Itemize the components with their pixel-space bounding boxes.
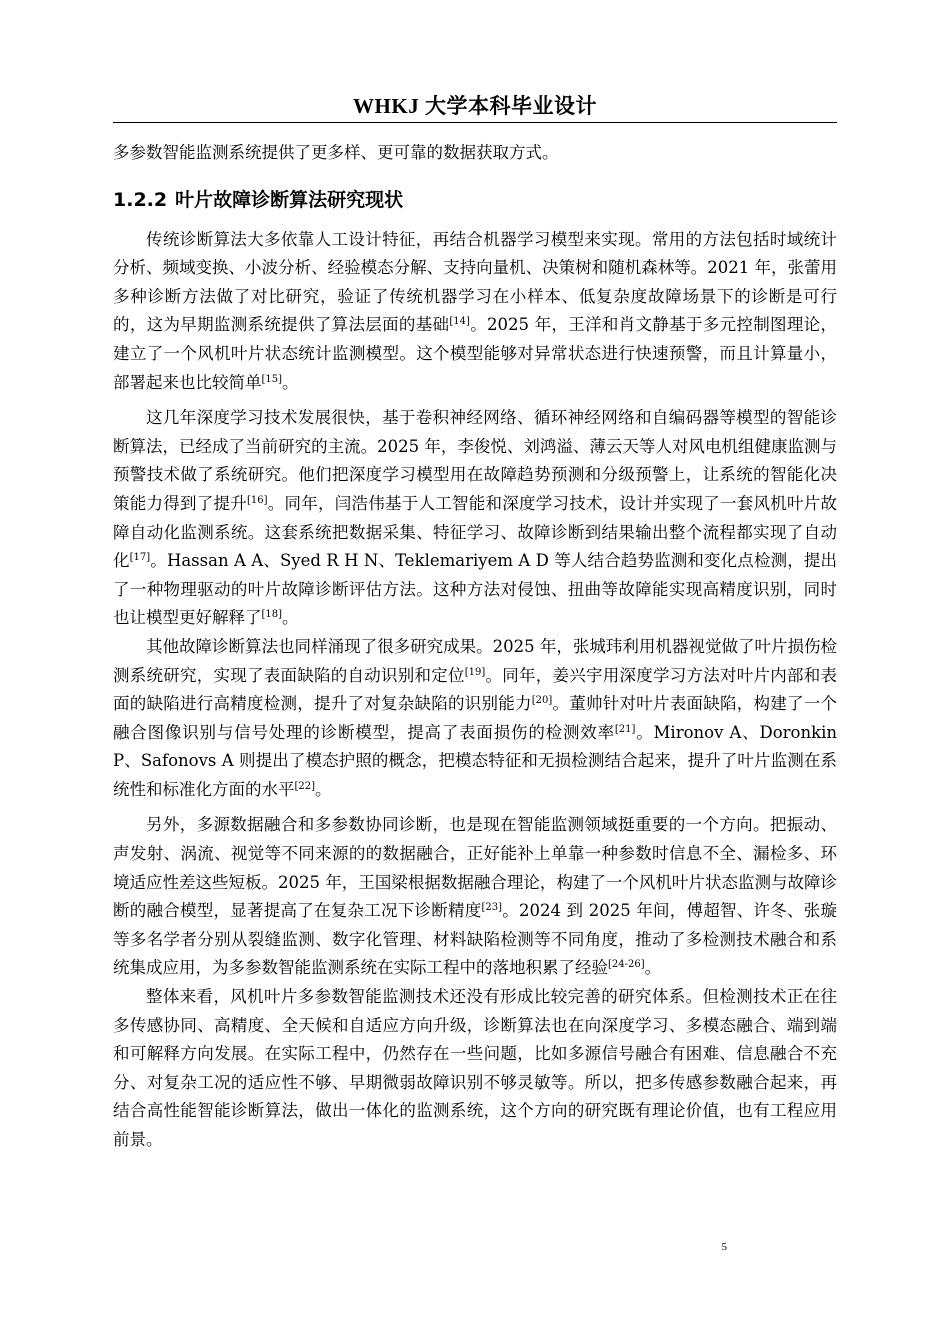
citation-ref: [21] <box>614 723 636 735</box>
text-segment: 。董帅针对叶片表面缺陷，构建了一个融合图像识别与信号处理的诊断模型，提高了表面损伤的检测效率 <box>113 694 838 742</box>
text-segment: 整体来看，风机叶片多参数智能监测技术还没有形成比较完善的研究体系。但检测技术正在往多传感协同、高精度、全天候和自适应方向升级，诊断算法也在向深度学习、多模态融合、端到端和可解释方向发展。在实际工程中，仍然存在一些问题，比如多源信号融合有困难、信息融合不充分、对复杂工况的适应性不够、早期微弱故障识别不够灵敏等。所以，把多传感参数融合起来，再结合高性能智能诊断算法，做出一体化的监测系统，这个方向的研究既有理论价值，也有工程应用前景。 <box>113 987 837 1149</box>
citation-ref: [22] <box>294 780 316 792</box>
text-segment: 。 <box>315 779 332 799</box>
text-segment: 。Mironov A、Doronkin P、Safonovs A 则提出了模态护照的概念，把模态特征和无损检测结合起来，提升了叶片监测在系统性和标准化方面的水平 <box>113 722 838 799</box>
paragraph-deep-learning <box>113 404 837 633</box>
text-segment: 。2025 年，王洋和肖文静基于多元控制图理论，建立了一个风机叶片状态统计监测模型。这个模型能够对异常状态进行快速预警，而且计算量小，部署起来也比较简单 <box>113 315 837 392</box>
citation-ref: [17] <box>129 552 151 564</box>
text-segment: 这几年深度学习技术发展很快，基于卷积神经网络、循环神经网络和自编码器等模型的智能诊断算法，已经成了当前研究的主流。2025 年，李俊悦、刘鸿溢、薄云天等人对风电机组健康监测与预警技术做了系统研究。他们把深度学习模型用在故障趋势预测和分级预警上，让系统的智能化决策能力得到了提升 <box>113 408 837 513</box>
text-segment: 。同年，闫浩伟基于人工智能和深度学习技术，设计并实现了一套风机叶片故障自动化监测系统。这套系统把数据采集、特征学习、故障诊断到结果输出整个流程都实现了自动化 <box>113 493 838 571</box>
text-segment: 另外，多源数据融合和多参数协同诊断，也是现在智能监测领域挺重要的一个方向。把振动、声发射、涡流、视觉等不同来源的的数据融合，正好能补上单靠一种参数时信息不全、漏检多、环境适应性差这些短板。2025 年，王国梁根据数据融合理论，构建了一个风机叶片状态监测与故障诊断的融合模型，显著提高了在复杂工况下诊断精度 <box>113 815 837 921</box>
paragraph-other-algorithms <box>113 633 837 805</box>
citation-ref: [18] <box>261 609 283 621</box>
page-content <box>113 139 837 1155</box>
citation-ref: [14] <box>449 316 470 328</box>
section-title: 叶片故障诊断算法研究现状 <box>175 188 404 211</box>
page-number: 5 <box>721 1241 727 1253</box>
section-heading <box>113 174 837 226</box>
paragraph-traditional-algorithms <box>113 226 837 398</box>
intro-continuation: 多参数智能监测系统提供了更多样、更可靠的数据获取方式。 <box>113 143 559 162</box>
text-segment: 。同年，姜兴宇用深度学习方法对叶片内部和表面的缺陷进行高精度检测，提升了对复杂缺陷的识别能力 <box>113 665 838 714</box>
text-segment: 。2024 到 2025 年间，傅超智、许冬、张璇等多名学者分别从裂缝监测、数字化管理、材料缺陷检测等不同角度，推动了多检测技术融合和系统集成应用，为多参数智能监测系统在实际工程中的落地积累了经验 <box>113 901 837 978</box>
text-segment: 。 <box>282 372 299 392</box>
text-segment: 传统诊断算法大多依靠人工设计特征，再结合机器学习模型来实现。常用的方法包括时域统计分析、频域变换、小波分析、经验模态分解、支持向量机、决策树和随机森林等。2021 年，张蕾用多种诊断方法做了对比研究，验证了传统机器学习在小样本、低复杂度故障场景下的诊断是可行的，这为早期监测系统提供了算法层面的基础 <box>113 229 837 335</box>
paragraph-data-fusion <box>113 811 837 983</box>
text-segment: 。 <box>282 608 299 628</box>
paragraph-summary <box>113 983 837 1155</box>
text-segment: 。 <box>644 958 662 978</box>
citation-ref: [15] <box>261 373 283 385</box>
header-title: WHKJ 大学本科毕业设计 <box>353 94 597 118</box>
page-header <box>113 90 837 123</box>
text-segment: 。Hassan A A、Syed R H N、Teklemariyem A D 等人结合趋势监测和变化点检测，提出了一种物理驱动的叶片故障诊断评估方法。这种方法对侵蚀、扭曲等故障能实现高精度识别，同时也让模型更好解释了 <box>113 551 838 628</box>
citation-ref: [19] <box>464 666 486 678</box>
citation-ref: [24-26] <box>608 959 645 971</box>
section-number: 1.2.2 <box>113 188 168 211</box>
text-segment: 其他故障诊断算法也同样涌现了很多研究成果。2025 年，张城玮利用机器视觉做了叶片损伤检测系统研究，实现了表面缺陷的自动识别和定位 <box>113 636 837 685</box>
citation-ref: [20] <box>531 695 553 707</box>
citation-ref: [23] <box>481 902 503 914</box>
citation-ref: [16] <box>247 494 268 506</box>
